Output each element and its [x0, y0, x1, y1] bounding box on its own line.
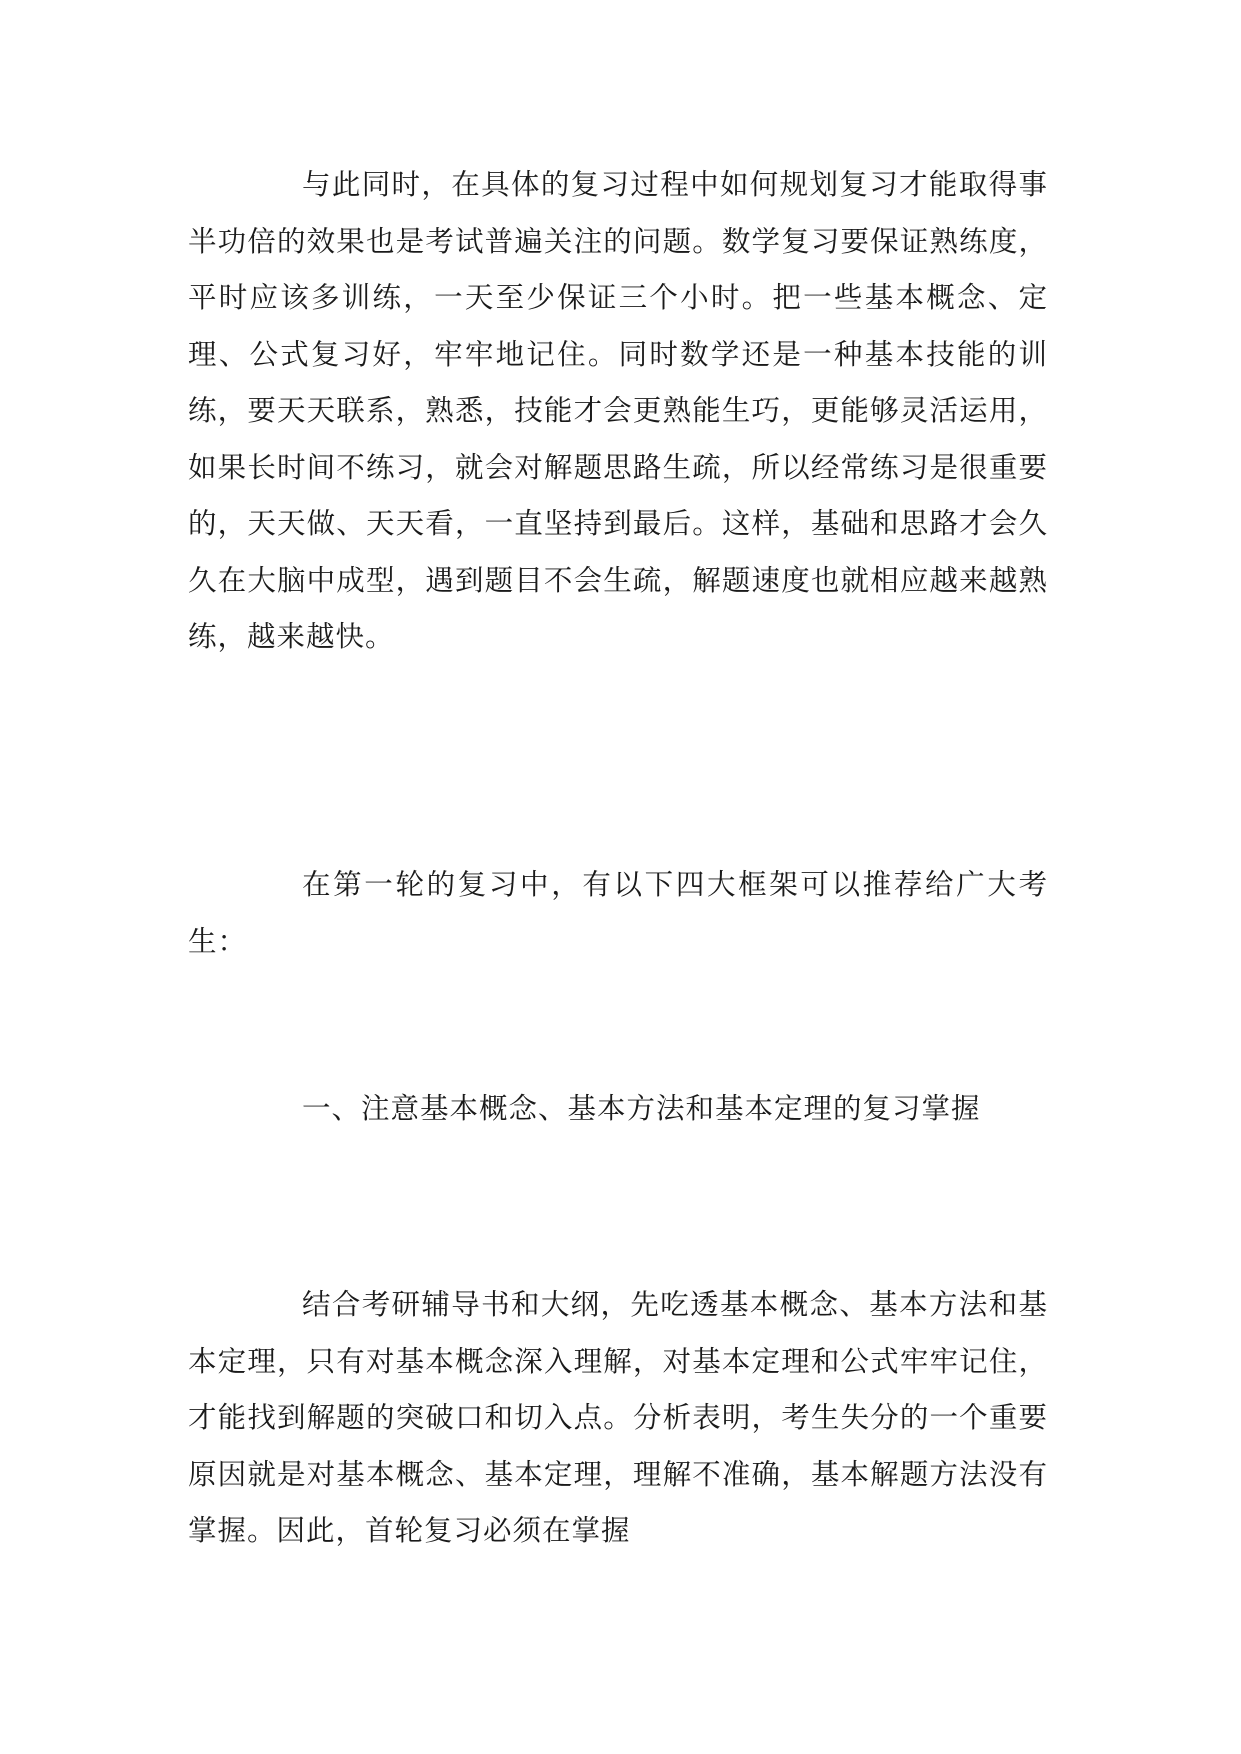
section-heading-basic-concepts: 一、注意基本概念、基本方法和基本定理的复习掌握: [302, 1092, 981, 1125]
paragraph-basic-concepts-detail: 结合考研辅导书和大纲，先吃透基本概念、基本方法和基本定理，只有对基本概念深入理解，对基本定理和公式牢牢记住，才能找到解题的突破口和切入点。分析表明，考生失分的一个重要原因就是对基本概念、基本定理，理解不准确，基本解题方法没有掌握。因此，首轮复习必须在掌握: [188, 1288, 1048, 1547]
paragraph-review-planning: 与此同时，在具体的复习过程中如何规划复习才能取得事半功倍的效果也是考试普遍关注的问题。数学复习要保证熟练度，平时应该多训练，一天至少保证三个小时。把一些基本概念、定理、公式复习好，牢牢地记住。同时数学还是一种基本技能的训练，要天天联系，熟悉，技能才会更熟能生巧，更能够灵活运用，如果长时间不练习，就会对解题思路生疏，所以经常练习是很重要的，天天做、天天看，一直坚持到最后。这样，基础和思路才会久久在大脑中成型，遇到题目不会生疏，解题速度也就相应越来越熟练，越来越快。: [188, 168, 1048, 653]
paragraph-four-frameworks-intro: 在第一轮的复习中，有以下四大框架可以推荐给广大考生：: [188, 868, 1048, 958]
